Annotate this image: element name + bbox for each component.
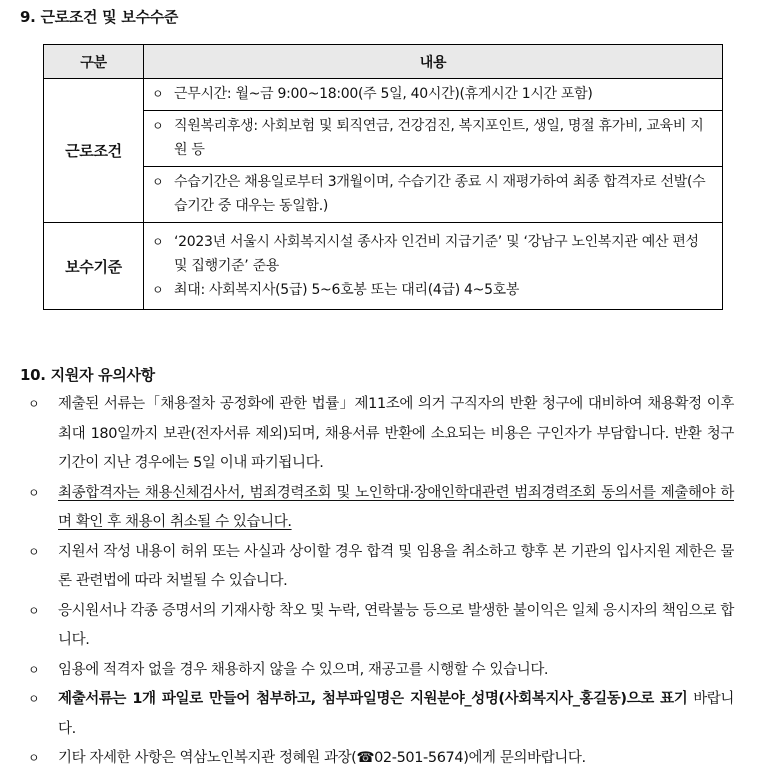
conditions-item-welfare xyxy=(144,111,723,167)
note-text xyxy=(58,685,734,744)
item-text: 최대: 사회복지사(5급) 5~6호봉 또는 대리(4급) 4~5호봉 xyxy=(174,282,520,298)
table-row xyxy=(44,223,723,310)
table-row xyxy=(44,167,723,223)
bullet-icon: ㅇ xyxy=(28,603,40,618)
conditions-item-probation xyxy=(144,167,723,223)
pay-items xyxy=(144,223,723,310)
note-text: 최종합격자는 채용신체검사서, 범죄경력조회 및 노인학대·장애인학대관련 범죄경력조회 동의서를 제출해야 하며 확인 후 채용이 취소될 수 있습니다. xyxy=(58,484,734,530)
bullet-icon: ㅇ xyxy=(28,662,40,677)
note-text-rest: 바랍니다. xyxy=(58,691,735,737)
list-item xyxy=(28,597,734,656)
list-item xyxy=(28,479,734,538)
conditions-item-hours xyxy=(144,79,723,111)
conditions-label: 근로조건 xyxy=(44,79,144,223)
bullet-icon: ㅇ xyxy=(152,235,164,249)
header-category: 구분 xyxy=(44,45,144,79)
item-text: 직원복리후생: 사회보험 및 퇴직연금, 건강검진, 복지포인트, 생일, 명절 휴가비, 교육비 지원 등 xyxy=(174,118,704,158)
list-item xyxy=(28,390,734,479)
applicant-notes-list xyxy=(28,390,734,774)
item-text: 수습기간은 채용일로부터 3개월이며, 수습기간 종료 시 재평가하여 최종 합격자로 선발(수습기간 중 대우는 동일함.) xyxy=(174,174,706,214)
note-text: 임용에 적격자 없을 경우 채용하지 않을 수 있으며, 재공고를 시행할 수 있습니다. xyxy=(58,661,549,678)
note-text: 기타 자세한 사항은 역삼노인복지관 정혜원 과장(☎02-501-5674)에게 문의바랍니다. xyxy=(58,750,586,766)
item-text: ‘2023년 서울시 사회복지시설 종사자 인건비 지급기준’ 및 ‘강남구 노인복지관 예산 편성 및 집행기준’ 준용 xyxy=(174,234,699,274)
pay-label: 보수기준 xyxy=(44,223,144,310)
table-row xyxy=(44,79,723,111)
bullet-icon: ㅇ xyxy=(28,397,40,411)
bullet-icon: ㅇ xyxy=(28,485,40,500)
item-text: 근무시간: 월~금 9:00~18:00(주 5일, 40시간)(휴게시간 1시간 포함) xyxy=(174,86,593,102)
bullet-icon: ㅇ xyxy=(152,119,164,133)
bullet-icon: ㅇ xyxy=(152,175,164,189)
section-10-title: 10. 지원자 유의사항 xyxy=(20,366,155,384)
note-text: 지원서 작성 내용이 허위 또는 사실과 상이할 경우 합격 및 임용을 취소하고 향후 본 기관의 입사지원 제한은 물론 관련법에 따라 처벌될 수 있습니다. xyxy=(58,543,734,589)
bullet-icon: ㅇ xyxy=(152,87,164,101)
section-9-title: 9. 근로조건 및 보수수준 xyxy=(20,8,179,26)
bullet-icon: ㅇ xyxy=(28,692,40,706)
bullet-icon: ㅇ xyxy=(152,283,164,297)
bullet-icon: ㅇ xyxy=(28,544,40,559)
table-header-row xyxy=(44,45,723,79)
list-item xyxy=(28,685,734,744)
note-text: 응시원서나 각종 증명서의 기재사항 착오 및 누락, 연락불능 등으로 발생한 불이익은 일체 응시자의 책임으로 합니다. xyxy=(58,602,734,648)
list-item xyxy=(28,744,734,774)
list-item xyxy=(28,538,734,597)
bullet-icon: ㅇ xyxy=(28,751,40,765)
note-text: 제출된 서류는「채용절차 공정화에 관한 법률」제11조에 의거 구직자의 반환 청구에 대비하여 채용확정 이후 최대 180일까지 보관(전자서류 제외)되며, 채용서류 반환에 소요되는 비용은 구인자가 부담합니다. 반환 청구기간이 지난 경우에는 5일 이내 파기됩니다. xyxy=(58,396,734,471)
working-conditions-table xyxy=(43,44,723,310)
table-row xyxy=(44,111,723,167)
header-content: 내용 xyxy=(144,45,723,79)
note-text-bold: 제출서류는 1개 파일로 만들어 첨부하고, 첨부파일명은 지원분야_성명(사회복지사_홍길동)으로 표기 xyxy=(58,691,688,707)
list-item xyxy=(28,656,734,686)
